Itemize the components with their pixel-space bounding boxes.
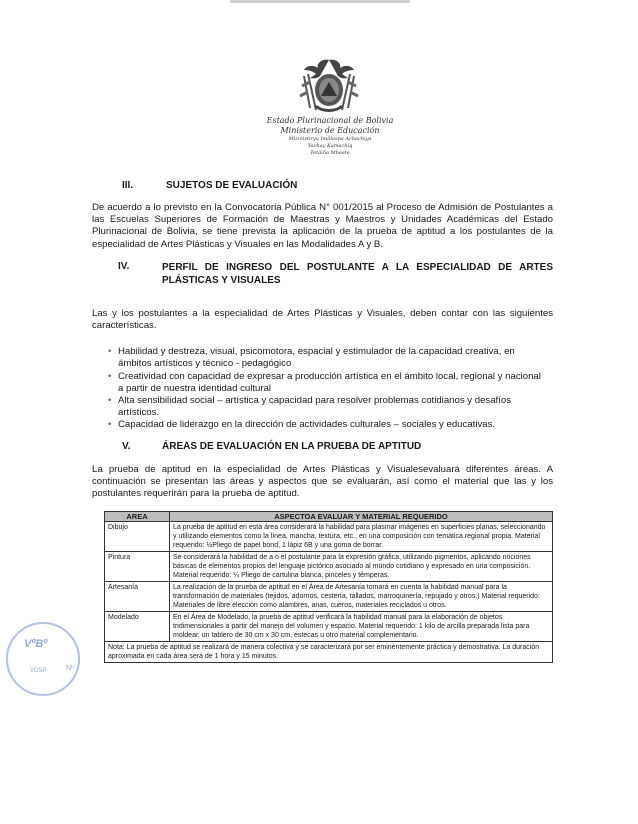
paragraph-subjects: De acuerdo a lo previsto en la Convocatoria Pública N° 001/2015 al Proceso de Admisión de Postulantes a las Escuelas Superiores de Formación de Maestras y Maestros y Unidades Académicas del Estado Plurinacional de Bolivia, se tiene prevista la aplicación de la prueba de aptitud a los postulantes de la especialidad de Artes Plásticas y Visuales en las Modalidades A y B.: [92, 202, 553, 250]
list-item: [108, 419, 545, 431]
list-item-text: Habilidad y destreza, visual, psicomotora, espacial y estimulador de la capacidad creativa, en ámbitos artísticos y técnico - pedagógico: [118, 346, 515, 370]
table-note: Nota: La prueba de aptitud se realizará de manera colectiva y se caracterizará por ser eminentemente práctica y demostrativa. La duración aproximada en cada área será de 1 hora y 15 minutos.: [105, 642, 553, 663]
table-cell-text: Se considerará la habilidad de a o el postulante para la expresión gráfica, utilizando pigmentos, aplicando nociones básicas de elementos propios del lenguaje pictórico asociado al mundo cotidiano y expresado en una composición. Material requerido: ¼ Pliego de cartulina blanca, pinceles y témperas.: [170, 552, 553, 582]
section-5-title: ÁREAS DE EVALUACIÓN EN LA PRUEBA DE APTITUD: [162, 441, 422, 452]
table-cell-area: Artesanía: [105, 582, 170, 612]
bullet-icon: •: [108, 419, 112, 430]
paragraph-areas: La prueba de aptitud en la especialidad de Artes Plásticas y Visualesevaluará diferentes áreas. A continuación se presentan las áreas y aspectos que se evaluarán, así como el material que las y los postulantes requerirán para la prueba de aptitud.: [92, 464, 553, 500]
stamp-side-mark: Nº: [66, 665, 74, 672]
bullet-icon: •: [108, 346, 112, 357]
header-line-aymara: Mizinistiryu Imillaspa Achachiya: [288, 136, 372, 142]
evaluation-table: [104, 511, 553, 663]
section-4-title: PERFIL DE INGRESO DEL POSTULANTE A LA ESPECIALIDAD DE ARTES PLÁSTICAS Y VISUALES: [162, 262, 553, 286]
table-cell-area: Modelado: [105, 612, 170, 642]
table-row: [105, 612, 553, 642]
list-item-text: Creatividad con capacidad de expresar a producción artística en el ámbito local, regional y nacional a partir de nuestra identidad cultural: [118, 371, 541, 395]
section-3-number: III.: [122, 180, 134, 191]
ministry-header: [220, 116, 440, 157]
list-item-text: Capacidad de liderazgo en la dirección de actividades culturales – sociales y educativas.: [118, 419, 496, 430]
table-row: [105, 582, 553, 612]
header-line-quechua: Yachay Kamachiq: [307, 143, 353, 149]
approval-stamp: [6, 622, 80, 696]
table-note-row: [105, 642, 553, 663]
stamp-text: VºBº: [24, 638, 48, 650]
section-4-number: IV.: [118, 261, 130, 272]
scan-artifact: [230, 0, 410, 3]
list-item: [108, 395, 545, 419]
table-cell-area: Pintura: [105, 552, 170, 582]
list-item-text: Alta sensibilidad social – artística y capacidad para resolver problemas cotidianos y desafíos artísticos.: [118, 395, 512, 419]
header-line-guarani: Tetãiña Mbaete: [310, 150, 350, 156]
bolivia-coat-of-arms-icon: [296, 56, 362, 116]
header-line-state: Estado Plurinacional de Bolivia: [266, 116, 394, 125]
table-cell-area: Dibujo: [105, 522, 170, 552]
table-row: [105, 522, 553, 552]
bullet-icon: •: [108, 371, 112, 382]
bullet-icon: •: [108, 395, 112, 406]
header-line-ministry: Ministerio de Educación: [280, 126, 380, 135]
table-row: [105, 552, 553, 582]
list-item: [108, 346, 545, 370]
table-cell-text: En el Área de Modelado, la prueba de aptitud verificará la habilidad manual para la elaboración de objetos tridimensionales a partir del manejo del volumen y espacio. Material requerido: 1 kilo de arcilla preparada lista para moldear, un tablero de 30 cm x 30 cm, estecas u otro material complementario.: [170, 612, 553, 642]
table-header-aspect: ASPECTOA EVALUAR Y MATERIAL REQUERIDO: [170, 512, 553, 522]
table-header-area: AREA: [105, 512, 170, 522]
section-5-number: V.: [122, 441, 131, 452]
paragraph-profile: Las y los postulantes a la especialidad de Artes Plásticas y Visuales, deben contar con las siguientes características.: [92, 308, 553, 332]
section-3-title: SUJETOS DE EVALUACIÓN: [166, 180, 298, 191]
stamp-sub: VDSP: [30, 668, 47, 674]
table-cell-text: La realización de la prueba de aptitud en el Área de Artesanía tomará en cuenta la habilidad manual para la transformación de materiales (tejidos, adornos, cestería, tallados, marroquinería, repujado y otros.) Material requerido: Materiales de libre elección como alambres, anas, cueros, materiales reciclados u otros.: [170, 582, 553, 612]
list-item: [108, 371, 545, 395]
table-cell-text: La prueba de aptitud en esta área considerará la habilidad para plasmar imágenes en superficies planas, seleccionando y utilizando elementos como la línea, mancha, textura, etc., en una composición con temática regional propia. Material requerido: ½Pliego de papel bond, 1 lápiz 6B y una goma de borrar.: [170, 522, 553, 552]
